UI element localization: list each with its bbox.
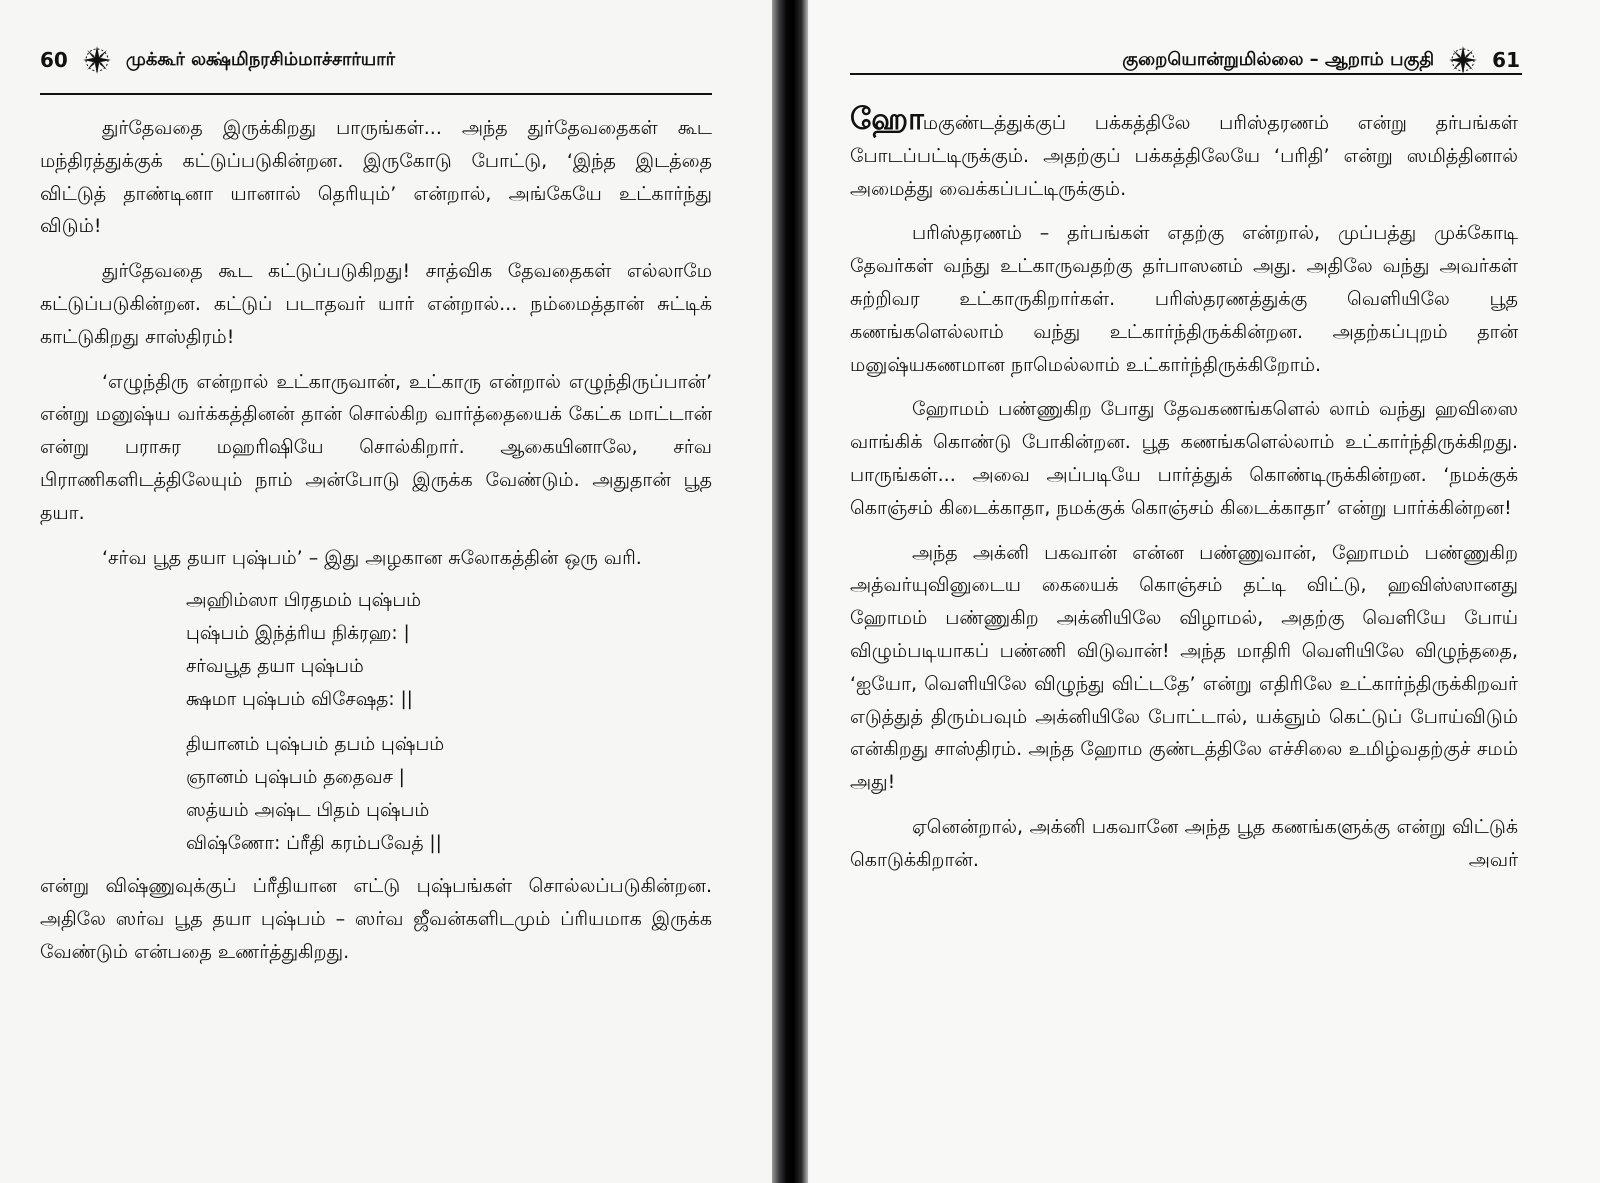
right-header-rule: [850, 73, 1522, 75]
paragraph: துர்தேவதை கூட கட்டுப்படுகிறது! சாத்விக தேவதைகள் எல்லாமே கட்டுப்படுகின்றன. கட்டுப் படாதவர் யார் என்றால்... நம்மைத்தான் சுட்டிக் காட்டுகிறது சாஸ்திரம்!: [40, 260, 712, 348]
closing-paragraph: என்று விஷ்ணுவுக்குப் ப்ரீதியான எட்டு புஷ்பங்கள் சொல்லப்படுகின்றன. அதிலே ஸர்வ பூத தயா புஷ்பம் – ஸர்வ ஜீவன்களிடமும் ப்ரியமாக இருக்க வேண்டும் என்பதை உணர்த்துகிறது.: [40, 875, 712, 963]
right-page-header: [858, 44, 1520, 76]
left-header-title: முக்கூர் லக்ஷ்மிநரசிம்மாச்சார்யார்: [125, 48, 396, 70]
left-header-rule: [40, 93, 712, 95]
right-header-title: குறையொன்றுமில்லை – ஆறாம் பகுதி: [1122, 48, 1435, 70]
paragraph: பரிஸ்தரணம் – தர்பங்கள் எதற்கு என்றால், முப்பத்து முக்கோடி தேவர்கள் வந்து உட்காருவதற்கு தர்பாஸனம் அது. அதிலே வந்து அவர்கள் சுற்றிவர உட்காருகிறார்கள். பரிஸ்தரணத்துக்கு வெளியிலே பூத கணங்களெல்லாம் வந்து உட்கார்ந்திருக்கின்றன. அதற்கப்புறம் தான் மனுஷ்யகணமான நாமெல்லாம் உட்கார்ந்திருக்கிறோம்.: [850, 222, 1518, 376]
left-page-number: 60: [40, 48, 68, 72]
left-page: [0, 0, 770, 1183]
paragraph: துர்தேவதை இருக்கிறது பாருங்கள்... அந்த துர்தேவதைகள் கூட மந்திரத்துக்குக் கட்டுப்படுகின்றன. இருகோடு போட்டு, ‘இந்த இடத்தை விட்டுத் தாண்டினா யானால் தெரியும்’ என்றால், அங்கேயே உட்கார்ந்து விடும்!: [40, 117, 712, 238]
paragraph: அந்த அக்னி பகவான் என்ன பண்ணுவான், ஹோமம் பண்ணுகிற அத்வர்யுவினுடைய கையைக் கொஞ்சம் தட்டி விட்டு, ஹவிஸ்ஸானது ஹோமம் பண்ணுகிற அக்னியிலே விழாமல், அதற்கு வெளியே போய் விழும்படியாகப் பண்ணி விடுவான்! அந்த மாதிரி வெளியிலே விழுந்ததை, ‘ஐயோ, வெளியிலே விழுந்து விட்டதே’ என்று எதிரிலே உட்கார்ந்திருக்கிறவர் எடுத்துத் திரும்பவும் அக்னியிலே போட்டால், யக்ஞும் கெட்டுப் போய்விடும் என்கிறது சாஸ்திரம். அந்த ஹோம குண்டத்திலே எச்சிலை உமிழ்வதற்குச் சமம் அது!: [850, 541, 1518, 794]
drop-initial: ஹோ: [850, 102, 923, 137]
lotus-ornament-icon: [1448, 45, 1478, 75]
paragraph: ஹோமம் பண்ணுகிற போது தேவகணங்களெல் லாம் வந்து ஹவிஸை வாங்கிக் கொண்டு போகின்றன. பூத கணங்களெல்லாம் உட்கார்ந்திருக்கிறது. பாருங்கள்... அவை அப்படியே பார்த்துக் கொண்டிருக்கின்றன. ‘நமக்குக் கொஞ்சம் கிடைக்காதா, நமக்குக் கொஞ்சம் கிடைக்காதா’ என்று பார்க்கின்றன!: [850, 398, 1518, 519]
paragraph: ‘சர்வ பூத தயா புஷ்பம்’ – இது அழகான சுலோகத்தின் ஒரு வரி.: [102, 546, 642, 569]
left-page-header: [40, 44, 730, 76]
verse-line: க்ஷமா புஷ்பம் விசேஷத: ||: [186, 689, 413, 711]
right-page-number: 61: [1492, 48, 1520, 72]
paragraph: ‘எழுந்திரு என்றால் உட்காருவான், உட்காரு என்றால் எழுந்திருப்பான்’ என்று மனுஷ்ய வர்க்கத்தினன் தான் சொல்கிற வார்த்தையைக் கேட்க மாட்டான் என்று பராசுர மஹரிஷியே சொல்கிறார். ஆகையினாலே, சர்வ பிராணிகளிடத்திலேயும் நாம் அன்போடு இருக்க வேண்டும். அதுதான் பூத தயா.: [40, 370, 712, 524]
sloka-verse-1: [186, 584, 712, 860]
verse-line: தியானம் புஷ்பம் தபம் புஷ்பம்: [186, 734, 445, 756]
book-spine-gutter: [772, 0, 808, 1183]
verse-line: ஸத்யம் அஷ்ட பிதம் புஷ்பம்: [186, 800, 430, 822]
verse-line: விஷ்ணோ: ப்ரீதி கரம்பவேத் ||: [186, 833, 442, 855]
paragraph: ஏனென்றால், அக்னி பகவானே அந்த பூத கணங்களுக்கு என்று விட்டுக் கொடுக்கிறான். அவர்: [850, 815, 1518, 871]
lotus-ornament-icon: [82, 45, 112, 75]
first-paragraph: [850, 104, 1518, 205]
verse-line: சர்வபூத தயா புஷ்பம்: [186, 656, 364, 678]
verse-line: அஹிம்ஸா பிரதமம் புஷ்பம்: [186, 590, 421, 612]
right-page-body: [850, 104, 1518, 877]
left-page-body: [40, 112, 712, 969]
first-paragraph-text: மகுண்டத்துக்குப் பக்கத்திலே பரிஸ்தரணம் என்று தர்பங்கள் போடப்பட்டிருக்கும். அதற்குப் பக்கத்திலேயே ‘பரிதி’ என்று ஸமித்தினால் அமைத்து வைக்கப்பட்டிருக்கும்.: [850, 112, 1518, 200]
verse-line: புஷ்பம் இந்த்ரிய நிக்ரஹ: |: [186, 623, 410, 645]
verse-line: ஞானம் புஷ்பம் ததைவச |: [186, 767, 405, 789]
